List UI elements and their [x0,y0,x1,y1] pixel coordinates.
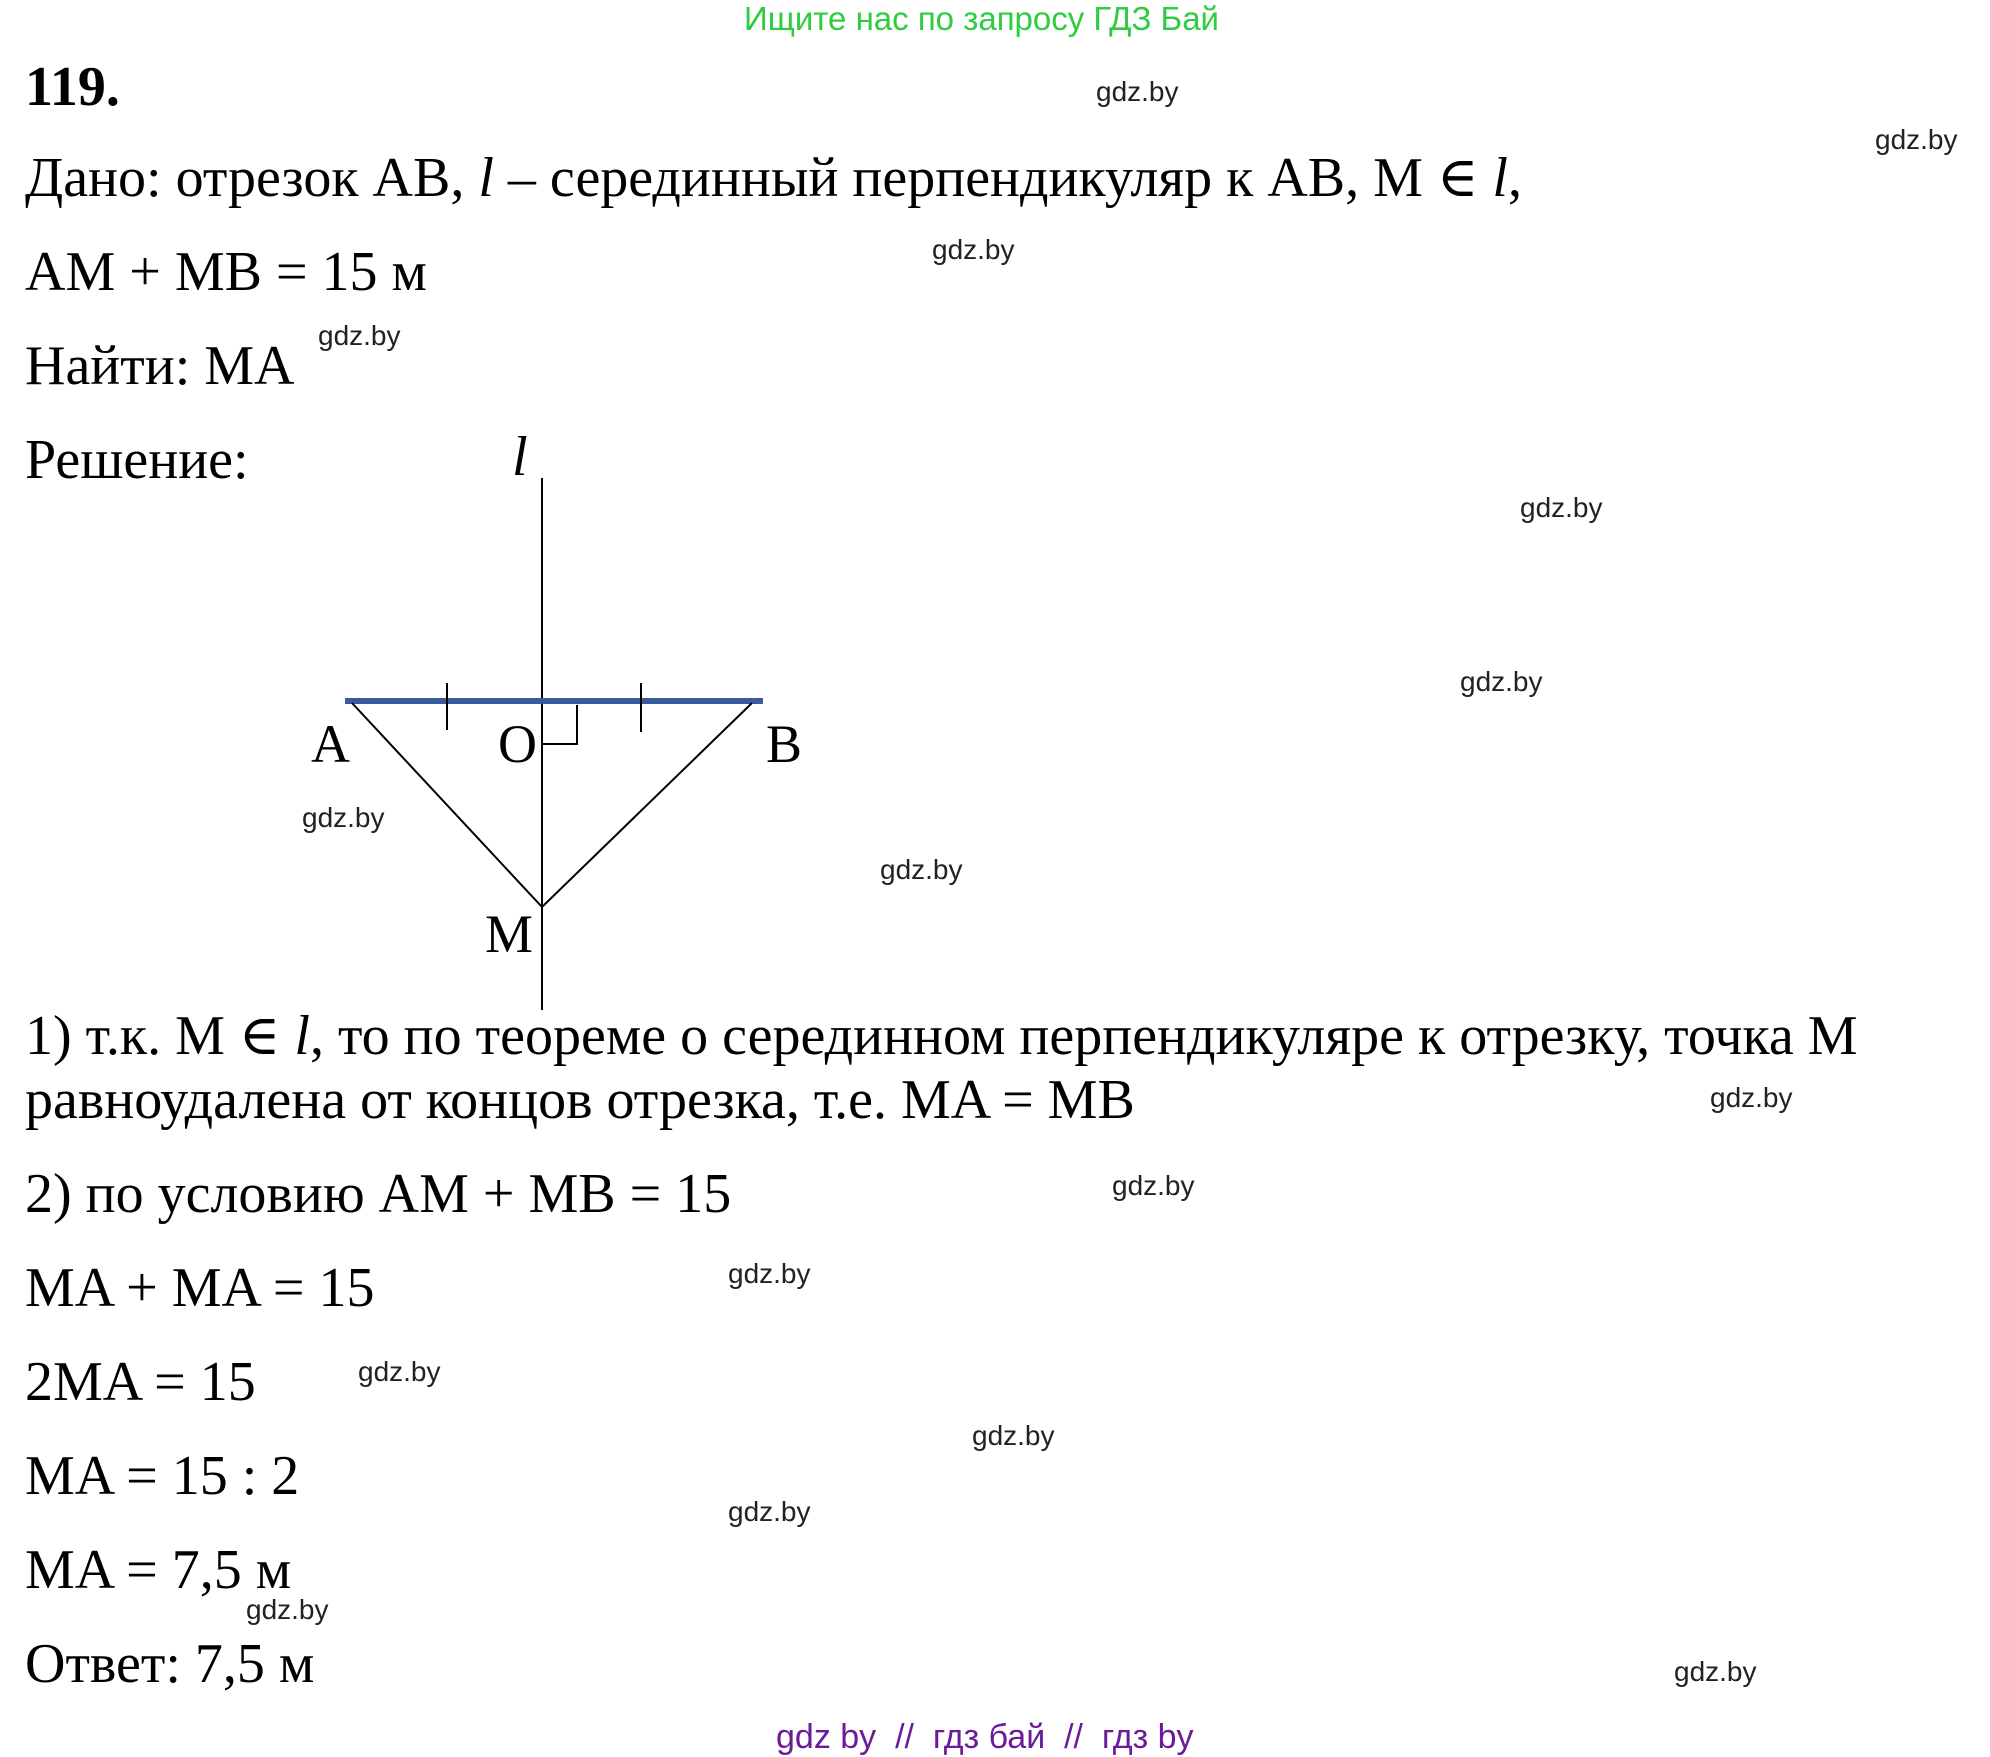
watermark: gdz.by [1096,76,1179,107]
watermark: gdz.by [728,1496,811,1527]
watermark: gdz.by [1875,124,1958,155]
segment-bm [542,703,752,907]
equation-1: MA + MA = 15 [25,1257,375,1319]
given-text-b: – серединный перпендикуляр к AB, M ∈ [493,147,1493,209]
problem-number: 119. [25,56,120,118]
solution-label: Решение: [25,429,249,491]
equation-4: MA = 7,5 м [25,1539,292,1601]
right-angle-mark [542,705,577,744]
step-1-line-2: равноудалена от концов отрезка, т.е. MA = MB [25,1069,1135,1131]
watermark: gdz.by [1112,1170,1195,1201]
watermark: gdz.by [302,802,385,833]
watermark: gdz.by [1710,1082,1793,1113]
given-line-2: AM + MB = 15 м [25,241,427,303]
find-line: Найти: MA [25,335,295,397]
step-1-text-a: 1) т.к. M ∈ [25,1005,295,1067]
watermark: gdz.by [728,1258,811,1289]
step-1-text-b: , то по теореме о серединном перпендикуляре к отрезку, точка M [309,1005,1858,1067]
watermark: gdz.by [318,320,401,351]
given-line-symbol-2: l [1492,147,1508,209]
given-text-a: Дано: отрезок AB, [25,147,479,209]
point-label-a: A [311,714,350,774]
point-label-b: B [766,714,803,774]
line-label-l: l [512,426,528,488]
given-line-symbol: l [478,147,494,209]
step-1-line-1 [25,1005,1858,1067]
watermark: gdz.by [1460,666,1543,697]
point-label-o: O [498,714,537,774]
watermark: gdz.by [932,234,1015,265]
point-label-m: M [485,904,534,964]
top-banner: Ищите нас по запросу ГДЗ Бай [744,0,1219,37]
step-1-line-symbol: l [294,1005,310,1067]
watermark: gdz.by [1520,492,1603,523]
given-text-c: , [1507,147,1522,209]
watermark: gdz.by [358,1356,441,1387]
equation-3: MA = 15 : 2 [25,1445,300,1507]
watermark: gdz.by [972,1420,1055,1451]
answer: Ответ: 7,5 м [25,1633,315,1695]
watermark: gdz.by [1674,1656,1757,1687]
equation-2: 2MA = 15 [25,1351,256,1413]
step-2: 2) по условию AM + MB = 15 [25,1163,732,1225]
footer-links: gdz by // гдз бай // гдз by [776,1718,1194,1756]
watermark: gdz.by [246,1594,329,1625]
watermark: gdz.by [880,854,963,885]
